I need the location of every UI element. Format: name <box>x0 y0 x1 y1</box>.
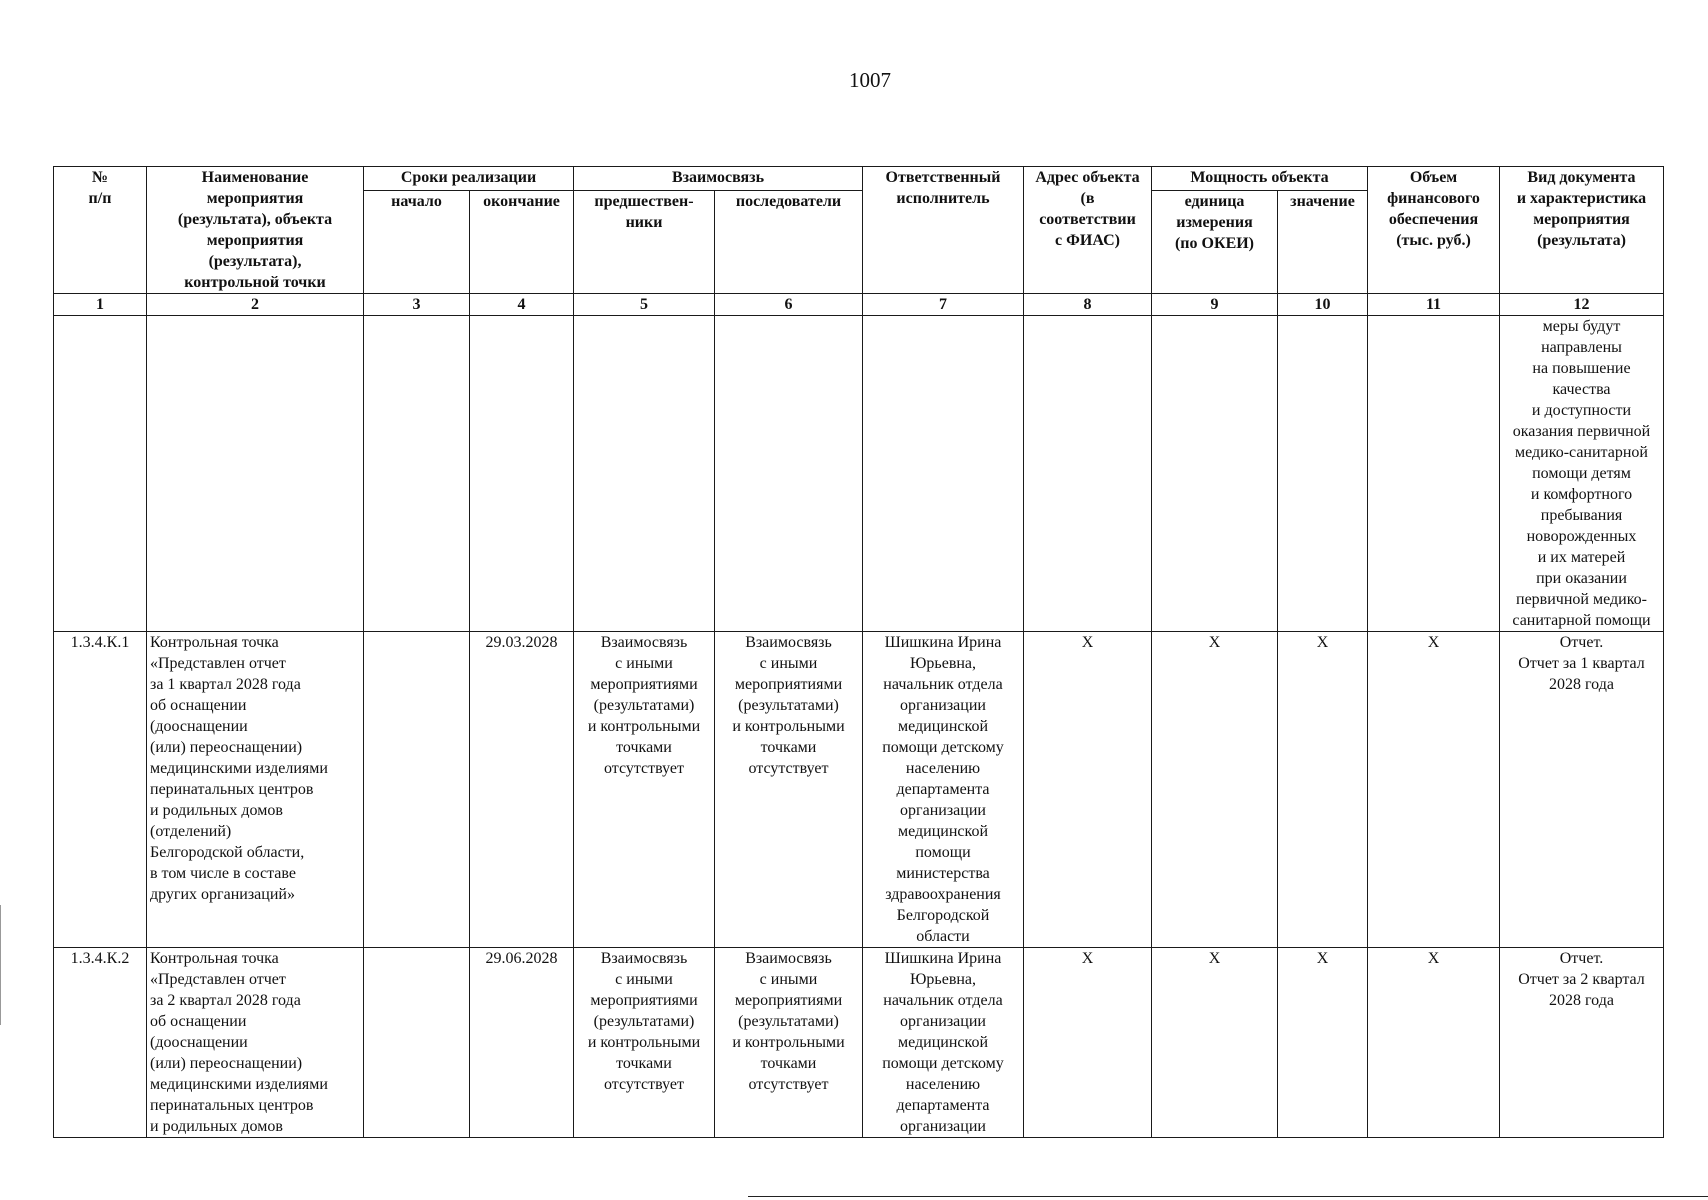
cell-end: 29.03.2028 <box>470 632 574 948</box>
column-number: 6 <box>715 294 863 316</box>
table-row <box>54 632 1664 948</box>
margin-mark <box>0 905 1 1025</box>
column-number: 11 <box>1368 294 1500 316</box>
cell-start <box>364 948 470 1138</box>
cell-value <box>1278 316 1368 632</box>
column-number: 7 <box>863 294 1024 316</box>
table-row <box>54 948 1664 1138</box>
cell-unit: X <box>1152 632 1278 948</box>
header-name: Наименование мероприятия (результата), объекта мероприятия (результата), контрольной точки <box>147 167 364 294</box>
column-number: 3 <box>364 294 470 316</box>
header-num: № п/п <box>54 167 147 294</box>
header-power: Мощность объекта <box>1152 167 1368 191</box>
cell-num <box>54 316 147 632</box>
cell-start <box>364 316 470 632</box>
cell-address <box>1024 316 1152 632</box>
header-responsible: Ответственный исполнитель <box>863 167 1024 294</box>
cell-document: Отчет. Отчет за 1 квартал 2028 года <box>1500 632 1664 948</box>
cell-finance: X <box>1368 632 1500 948</box>
column-number: 12 <box>1500 294 1664 316</box>
cell-name: Контрольная точка «Представлен отчет за 2 квартал 2028 года об оснащении (дооснащении (или) переоснащении) медицинскими изделиями перинатальных центров и родильных домов <box>147 948 364 1138</box>
header-document: Вид документа и характеристика мероприятия (результата) <box>1500 167 1664 294</box>
column-number: 9 <box>1152 294 1278 316</box>
header-end: окончание <box>470 190 574 293</box>
cell-responsible: Шишкина Ирина Юрьевна, начальник отдела организации медицинской помощи детскому населению департамента организации медицинской помощи министерства здравоохранения Белгородской области <box>863 632 1024 948</box>
cell-predecessors <box>574 316 715 632</box>
column-number-row <box>54 294 1664 316</box>
header-successors: последователи <box>715 190 863 293</box>
cell-name: Контрольная точка «Представлен отчет за 1 квартал 2028 года об оснащении (дооснащении (или) переоснащении) медицинскими изделиями перинатальных центров и родильных домов (отделений) Белгородской области, в том числе в составе других организаций» <box>147 632 364 948</box>
cell-document: меры будут направлены на повышение качества и доступности оказания первичной медико-санитарной помощи детям и комфортного пребывания новорожденных и их матерей при оказании первичной медико- санитарной помощи <box>1500 316 1664 632</box>
column-number: 10 <box>1278 294 1368 316</box>
header-value: значение <box>1278 190 1368 293</box>
header-terms: Сроки реализации <box>364 167 574 191</box>
cell-responsible <box>863 316 1024 632</box>
cell-document: Отчет. Отчет за 2 квартал 2028 года <box>1500 948 1664 1138</box>
cell-finance: X <box>1368 948 1500 1138</box>
cell-successors: Взаимосвязь с иными мероприятиями (результатами) и контрольными точками отсутствует <box>715 632 863 948</box>
cell-successors <box>715 316 863 632</box>
header-predecessors: предшествен- ники <box>574 190 715 293</box>
cell-start <box>364 632 470 948</box>
cell-predecessors: Взаимосвязь с иными мероприятиями (результатами) и контрольными точками отсутствует <box>574 948 715 1138</box>
cell-predecessors: Взаимосвязь с иными мероприятиями (результатами) и контрольными точками отсутствует <box>574 632 715 948</box>
cell-successors: Взаимосвязь с иными мероприятиями (результатами) и контрольными точками отсутствует <box>715 948 863 1138</box>
header-unit: единица измерения (по ОКЕИ) <box>1152 190 1278 293</box>
header-link: Взаимосвязь <box>574 167 863 191</box>
cell-name <box>147 316 364 632</box>
column-number: 2 <box>147 294 364 316</box>
bottom-rule <box>748 1196 1708 1197</box>
column-number: 4 <box>470 294 574 316</box>
column-number: 8 <box>1024 294 1152 316</box>
cell-end <box>470 316 574 632</box>
cell-unit: X <box>1152 948 1278 1138</box>
cell-address: X <box>1024 948 1152 1138</box>
cell-value: X <box>1278 948 1368 1138</box>
column-number: 5 <box>574 294 715 316</box>
cell-unit <box>1152 316 1278 632</box>
cell-num: 1.3.4.К.2 <box>54 948 147 1138</box>
header-finance: Объем финансового обеспечения (тыс. руб.) <box>1368 167 1500 294</box>
cell-responsible: Шишкина Ирина Юрьевна, начальник отдела организации медицинской помощи детскому населению департамента организации <box>863 948 1024 1138</box>
cell-address: X <box>1024 632 1152 948</box>
cell-finance <box>1368 316 1500 632</box>
page-number: 1007 <box>849 68 891 92</box>
cell-end: 29.06.2028 <box>470 948 574 1138</box>
column-number: 1 <box>54 294 147 316</box>
cell-value: X <box>1278 632 1368 948</box>
header-start: начало <box>364 190 470 293</box>
activity-plan-table <box>53 166 1664 1138</box>
table-row-continuation <box>54 316 1664 632</box>
cell-num: 1.3.4.К.1 <box>54 632 147 948</box>
header-address: Адрес объекта (в соответствии с ФИАС) <box>1024 167 1152 294</box>
